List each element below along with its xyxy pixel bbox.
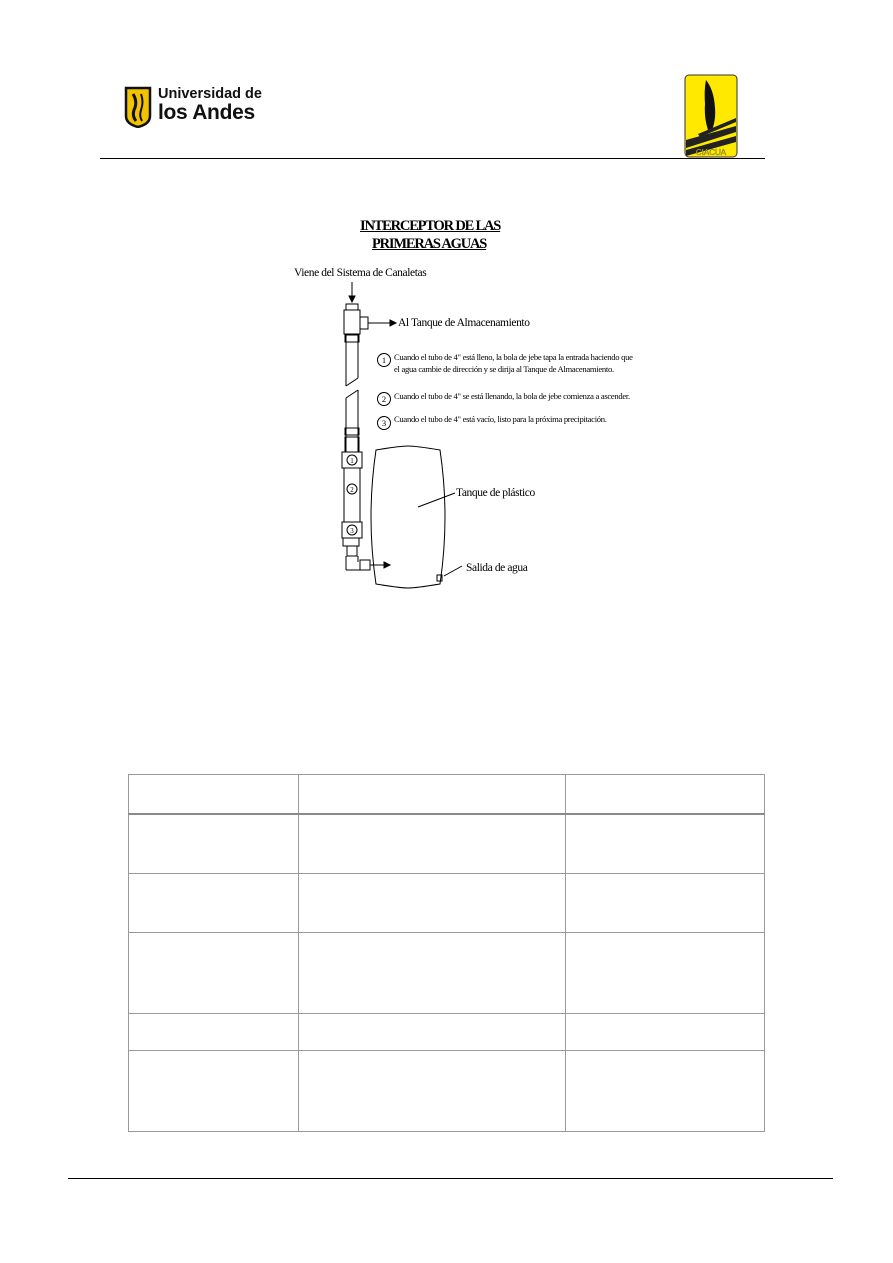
university-name-line1: Universidad de bbox=[158, 86, 262, 102]
table-cell bbox=[129, 1051, 299, 1132]
pipe-marker-2: 2 bbox=[350, 486, 354, 494]
table-cell bbox=[566, 874, 765, 933]
table-cell bbox=[129, 814, 299, 874]
label-tank: Tanque de plástico bbox=[456, 487, 535, 499]
table-cell bbox=[566, 814, 765, 874]
plastic-tank-outline bbox=[371, 446, 445, 588]
table-row bbox=[129, 814, 765, 874]
note-2: Cuando el tubo de 4" se está llenando, la bola de jebe comienza a ascender. bbox=[394, 391, 630, 401]
table-cell bbox=[566, 933, 765, 1014]
table-cell bbox=[299, 814, 566, 874]
table-cell bbox=[129, 775, 299, 814]
diagram-title-line1: INTERCEPTOR DE LAS bbox=[360, 218, 501, 234]
table-row bbox=[129, 933, 765, 1014]
diagram-title-line2: PRIMERAS AGUAS bbox=[372, 236, 487, 252]
note-number-1: 1 bbox=[377, 353, 391, 367]
table-cell bbox=[129, 874, 299, 933]
table-cell bbox=[299, 1014, 566, 1051]
first-flush-diverter-drawing bbox=[0, 0, 893, 620]
empty-table bbox=[128, 774, 765, 1132]
table-cell bbox=[129, 1014, 299, 1051]
table-cell bbox=[299, 874, 566, 933]
table-cell bbox=[299, 933, 566, 1014]
label-outlet: Salida de agua bbox=[466, 562, 528, 574]
table-cell bbox=[566, 1051, 765, 1132]
university-name-line2: los Andes bbox=[158, 101, 255, 124]
label-to-tank: Al Tanque de Almacenamiento bbox=[398, 317, 530, 329]
note-3: Cuando el tubo de 4" está vacío, listo para la próxima precipitación. bbox=[394, 414, 607, 424]
note-number-3: 3 bbox=[377, 416, 391, 430]
table-row bbox=[129, 1051, 765, 1132]
table-cell bbox=[299, 775, 566, 814]
pipe-marker-1: 1 bbox=[350, 457, 354, 465]
pipe-marker-3: 3 bbox=[350, 527, 354, 535]
label-source: Viene del Sistema de Canaletas bbox=[294, 267, 427, 279]
table-cell bbox=[566, 775, 765, 814]
note-1: Cuando el tubo de 4" está lleno, la bola de jebe tapa la entrada haciendo que el agua cambie de dirección y se dirija al Tanque de Almacenamiento. bbox=[394, 352, 633, 374]
note-number-2: 2 bbox=[377, 392, 391, 406]
table-cell bbox=[566, 1014, 765, 1051]
ciacua-logo-text: CIACUA bbox=[695, 148, 727, 157]
table-cell bbox=[129, 933, 299, 1014]
table-row bbox=[129, 874, 765, 933]
table-row bbox=[129, 775, 765, 814]
table-cell bbox=[299, 1051, 566, 1132]
table-row bbox=[129, 1014, 765, 1051]
footer-divider bbox=[68, 1178, 833, 1179]
